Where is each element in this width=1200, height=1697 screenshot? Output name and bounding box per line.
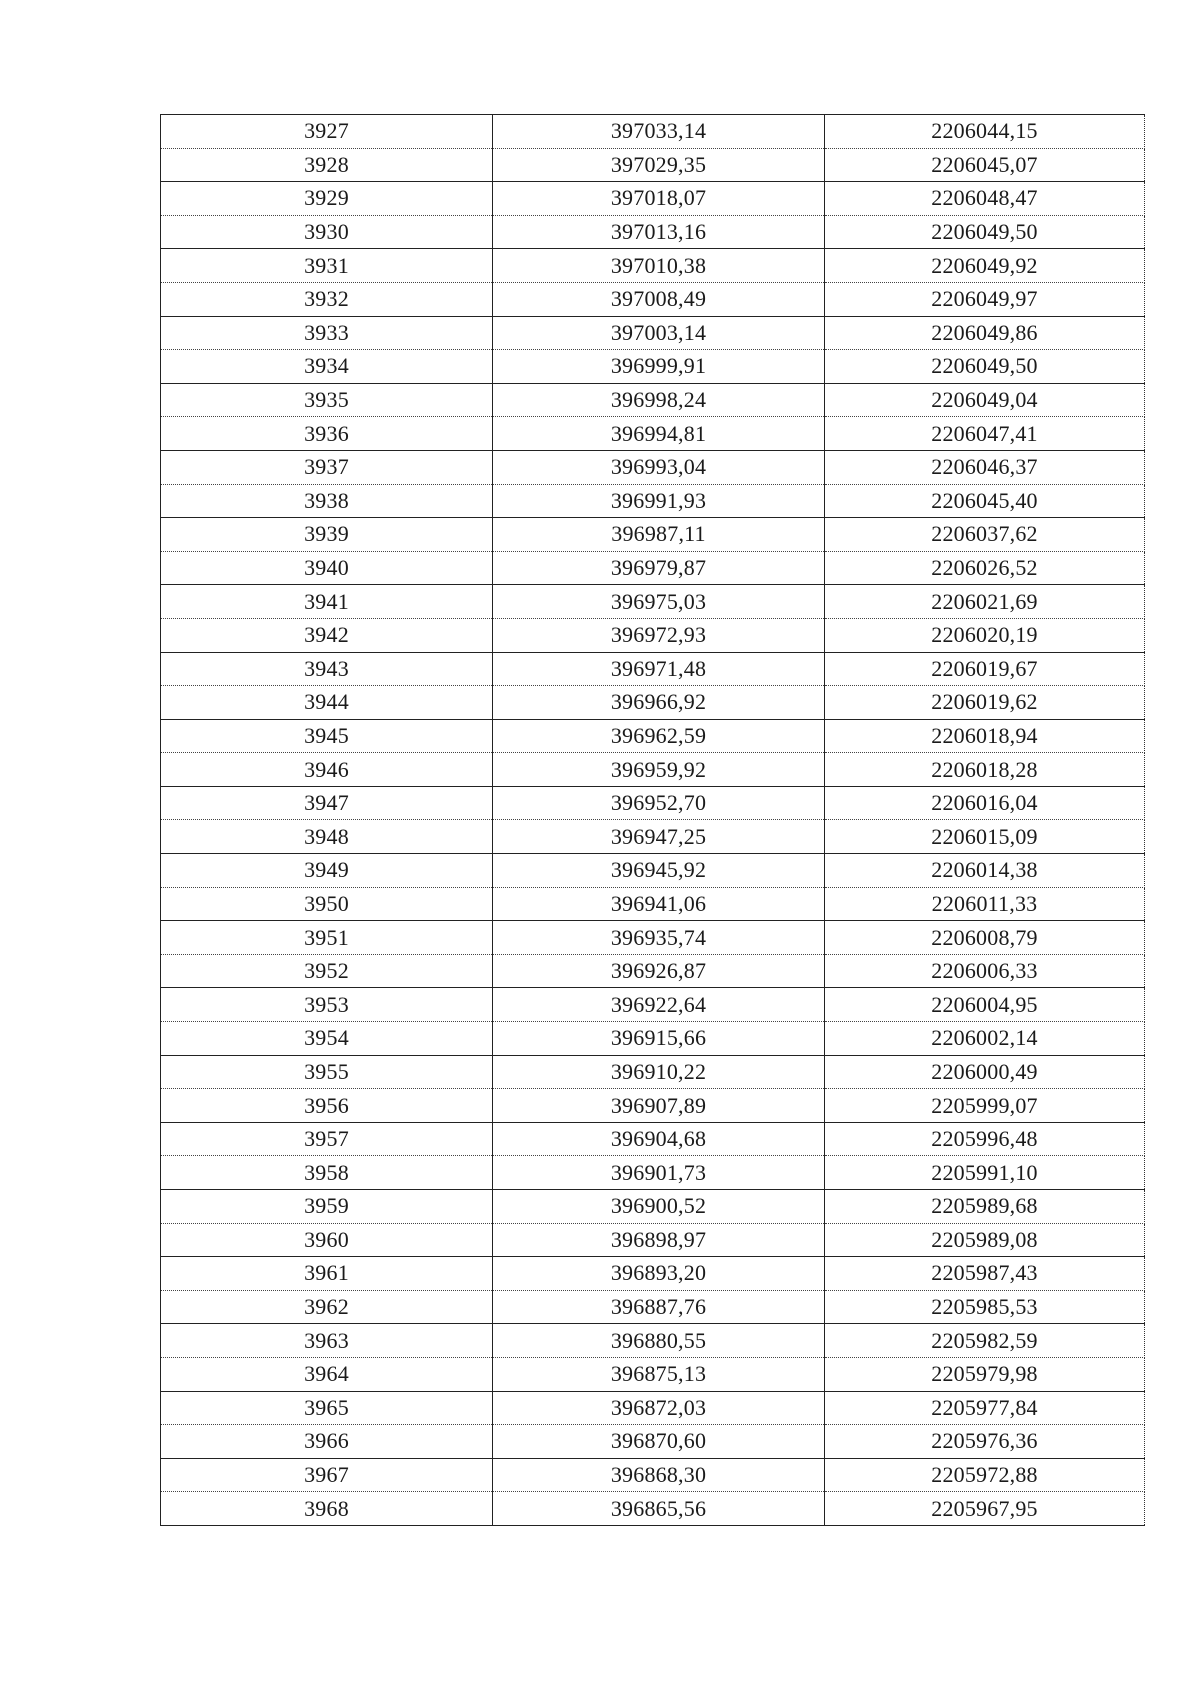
- table-row: [161, 551, 1145, 585]
- x-coordinate-cell: 397003,14: [493, 316, 825, 350]
- point-number-cell: 3944: [161, 686, 493, 720]
- y-coordinate-cell: 2206046,37: [825, 450, 1145, 484]
- table-row: [161, 1290, 1145, 1324]
- y-coordinate-cell: 2205999,07: [825, 1089, 1145, 1123]
- x-coordinate-cell: 396870,60: [493, 1425, 825, 1459]
- x-coordinate-cell: 396915,66: [493, 1022, 825, 1056]
- table-row: [161, 1223, 1145, 1257]
- y-coordinate-cell: 2206018,28: [825, 753, 1145, 787]
- y-coordinate-cell: 2206002,14: [825, 1022, 1145, 1056]
- table-row: [161, 1357, 1145, 1391]
- table-row: [161, 1391, 1145, 1425]
- y-coordinate-cell: 2206021,69: [825, 585, 1145, 619]
- point-number-cell: 3947: [161, 786, 493, 820]
- table-row: [161, 249, 1145, 283]
- y-coordinate-cell: 2206048,47: [825, 182, 1145, 216]
- point-number-cell: 3966: [161, 1425, 493, 1459]
- table-row: [161, 383, 1145, 417]
- y-coordinate-cell: 2206018,94: [825, 719, 1145, 753]
- x-coordinate-cell: 396875,13: [493, 1357, 825, 1391]
- point-number-cell: 3955: [161, 1055, 493, 1089]
- x-coordinate-cell: 396971,48: [493, 652, 825, 686]
- table-row: [161, 686, 1145, 720]
- point-number-cell: 3943: [161, 652, 493, 686]
- table-row: [161, 753, 1145, 787]
- y-coordinate-cell: 2206019,67: [825, 652, 1145, 686]
- x-coordinate-cell: 396935,74: [493, 921, 825, 955]
- y-coordinate-cell: 2206049,50: [825, 350, 1145, 384]
- y-coordinate-cell: 2205989,08: [825, 1223, 1145, 1257]
- table-row: [161, 148, 1145, 182]
- y-coordinate-cell: 2206006,33: [825, 954, 1145, 988]
- y-coordinate-cell: 2206016,04: [825, 786, 1145, 820]
- table-row: [161, 182, 1145, 216]
- x-coordinate-cell: 396991,93: [493, 484, 825, 518]
- table-row: [161, 1324, 1145, 1358]
- table-row: [161, 786, 1145, 820]
- x-coordinate-cell: 396907,89: [493, 1089, 825, 1123]
- point-number-cell: 3953: [161, 988, 493, 1022]
- table-row: [161, 921, 1145, 955]
- point-number-cell: 3961: [161, 1257, 493, 1291]
- table-row: [161, 518, 1145, 552]
- y-coordinate-cell: 2205996,48: [825, 1122, 1145, 1156]
- x-coordinate-cell: 396941,06: [493, 887, 825, 921]
- point-number-cell: 3967: [161, 1458, 493, 1492]
- coordinates-table: [160, 114, 1145, 1526]
- x-coordinate-cell: 397033,14: [493, 115, 825, 149]
- table-row: [161, 1022, 1145, 1056]
- point-number-cell: 3939: [161, 518, 493, 552]
- table-row: [161, 282, 1145, 316]
- table-row: [161, 1089, 1145, 1123]
- point-number-cell: 3942: [161, 618, 493, 652]
- y-coordinate-cell: 2206026,52: [825, 551, 1145, 585]
- point-number-cell: 3962: [161, 1290, 493, 1324]
- y-coordinate-cell: 2205967,95: [825, 1492, 1145, 1526]
- x-coordinate-cell: 396972,93: [493, 618, 825, 652]
- x-coordinate-cell: 396898,97: [493, 1223, 825, 1257]
- x-coordinate-cell: 396998,24: [493, 383, 825, 417]
- x-coordinate-cell: 396922,64: [493, 988, 825, 1022]
- table-row: [161, 350, 1145, 384]
- table-row: [161, 1156, 1145, 1190]
- table-row: [161, 820, 1145, 854]
- point-number-cell: 3941: [161, 585, 493, 619]
- point-number-cell: 3948: [161, 820, 493, 854]
- table-row: [161, 1458, 1145, 1492]
- point-number-cell: 3950: [161, 887, 493, 921]
- coordinates-table-body: [161, 115, 1145, 1526]
- x-coordinate-cell: 396999,91: [493, 350, 825, 384]
- point-number-cell: 3938: [161, 484, 493, 518]
- table-row: [161, 585, 1145, 619]
- x-coordinate-cell: 396947,25: [493, 820, 825, 854]
- table-row: [161, 316, 1145, 350]
- y-coordinate-cell: 2206049,86: [825, 316, 1145, 350]
- point-number-cell: 3946: [161, 753, 493, 787]
- x-coordinate-cell: 396893,20: [493, 1257, 825, 1291]
- x-coordinate-cell: 396952,70: [493, 786, 825, 820]
- point-number-cell: 3963: [161, 1324, 493, 1358]
- y-coordinate-cell: 2206049,50: [825, 215, 1145, 249]
- y-coordinate-cell: 2205977,84: [825, 1391, 1145, 1425]
- point-number-cell: 3940: [161, 551, 493, 585]
- point-number-cell: 3956: [161, 1089, 493, 1123]
- y-coordinate-cell: 2206020,19: [825, 618, 1145, 652]
- x-coordinate-cell: 397010,38: [493, 249, 825, 283]
- y-coordinate-cell: 2206004,95: [825, 988, 1145, 1022]
- x-coordinate-cell: 397013,16: [493, 215, 825, 249]
- table-row: [161, 854, 1145, 888]
- y-coordinate-cell: 2205991,10: [825, 1156, 1145, 1190]
- y-coordinate-cell: 2205979,98: [825, 1357, 1145, 1391]
- y-coordinate-cell: 2205985,53: [825, 1290, 1145, 1324]
- y-coordinate-cell: 2206019,62: [825, 686, 1145, 720]
- x-coordinate-cell: 396994,81: [493, 417, 825, 451]
- point-number-cell: 3927: [161, 115, 493, 149]
- x-coordinate-cell: 397018,07: [493, 182, 825, 216]
- table-row: [161, 1492, 1145, 1526]
- x-coordinate-cell: 396962,59: [493, 719, 825, 753]
- table-row: [161, 719, 1145, 753]
- point-number-cell: 3968: [161, 1492, 493, 1526]
- point-number-cell: 3930: [161, 215, 493, 249]
- x-coordinate-cell: 396872,03: [493, 1391, 825, 1425]
- y-coordinate-cell: 2206049,97: [825, 282, 1145, 316]
- table-row: [161, 652, 1145, 686]
- point-number-cell: 3958: [161, 1156, 493, 1190]
- x-coordinate-cell: 396959,92: [493, 753, 825, 787]
- x-coordinate-cell: 396887,76: [493, 1290, 825, 1324]
- point-number-cell: 3934: [161, 350, 493, 384]
- y-coordinate-cell: 2205989,68: [825, 1190, 1145, 1224]
- x-coordinate-cell: 396987,11: [493, 518, 825, 552]
- table-row: [161, 1425, 1145, 1459]
- point-number-cell: 3931: [161, 249, 493, 283]
- point-number-cell: 3928: [161, 148, 493, 182]
- table-row: [161, 1055, 1145, 1089]
- point-number-cell: 3954: [161, 1022, 493, 1056]
- table-row: [161, 417, 1145, 451]
- x-coordinate-cell: 396966,92: [493, 686, 825, 720]
- table-row: [161, 484, 1145, 518]
- point-number-cell: 3932: [161, 282, 493, 316]
- table-row: [161, 1190, 1145, 1224]
- point-number-cell: 3929: [161, 182, 493, 216]
- x-coordinate-cell: 396868,30: [493, 1458, 825, 1492]
- x-coordinate-cell: 397029,35: [493, 148, 825, 182]
- point-number-cell: 3951: [161, 921, 493, 955]
- point-number-cell: 3964: [161, 1357, 493, 1391]
- y-coordinate-cell: 2206008,79: [825, 921, 1145, 955]
- table-row: [161, 115, 1145, 149]
- point-number-cell: 3945: [161, 719, 493, 753]
- y-coordinate-cell: 2206014,38: [825, 854, 1145, 888]
- x-coordinate-cell: 396975,03: [493, 585, 825, 619]
- point-number-cell: 3952: [161, 954, 493, 988]
- x-coordinate-cell: 396865,56: [493, 1492, 825, 1526]
- point-number-cell: 3936: [161, 417, 493, 451]
- x-coordinate-cell: 396900,52: [493, 1190, 825, 1224]
- table-row: [161, 887, 1145, 921]
- point-number-cell: 3949: [161, 854, 493, 888]
- x-coordinate-cell: 396880,55: [493, 1324, 825, 1358]
- table-row: [161, 954, 1145, 988]
- table-row: [161, 450, 1145, 484]
- point-number-cell: 3933: [161, 316, 493, 350]
- point-number-cell: 3965: [161, 1391, 493, 1425]
- table-row: [161, 988, 1145, 1022]
- x-coordinate-cell: 396910,22: [493, 1055, 825, 1089]
- y-coordinate-cell: 2205976,36: [825, 1425, 1145, 1459]
- x-coordinate-cell: 396945,92: [493, 854, 825, 888]
- y-coordinate-cell: 2206015,09: [825, 820, 1145, 854]
- table-row: [161, 1122, 1145, 1156]
- table-row: [161, 1257, 1145, 1291]
- point-number-cell: 3937: [161, 450, 493, 484]
- y-coordinate-cell: 2206047,41: [825, 417, 1145, 451]
- table-row: [161, 215, 1145, 249]
- point-number-cell: 3957: [161, 1122, 493, 1156]
- y-coordinate-cell: 2206045,07: [825, 148, 1145, 182]
- x-coordinate-cell: 396904,68: [493, 1122, 825, 1156]
- x-coordinate-cell: 396993,04: [493, 450, 825, 484]
- x-coordinate-cell: 396901,73: [493, 1156, 825, 1190]
- point-number-cell: 3935: [161, 383, 493, 417]
- point-number-cell: 3959: [161, 1190, 493, 1224]
- table-row: [161, 618, 1145, 652]
- y-coordinate-cell: 2205972,88: [825, 1458, 1145, 1492]
- x-coordinate-cell: 396979,87: [493, 551, 825, 585]
- y-coordinate-cell: 2205987,43: [825, 1257, 1145, 1291]
- point-number-cell: 3960: [161, 1223, 493, 1257]
- x-coordinate-cell: 396926,87: [493, 954, 825, 988]
- x-coordinate-cell: 397008,49: [493, 282, 825, 316]
- y-coordinate-cell: 2205982,59: [825, 1324, 1145, 1358]
- y-coordinate-cell: 2206011,33: [825, 887, 1145, 921]
- y-coordinate-cell: 2206049,92: [825, 249, 1145, 283]
- y-coordinate-cell: 2206037,62: [825, 518, 1145, 552]
- y-coordinate-cell: 2206049,04: [825, 383, 1145, 417]
- y-coordinate-cell: 2206045,40: [825, 484, 1145, 518]
- y-coordinate-cell: 2206044,15: [825, 115, 1145, 149]
- y-coordinate-cell: 2206000,49: [825, 1055, 1145, 1089]
